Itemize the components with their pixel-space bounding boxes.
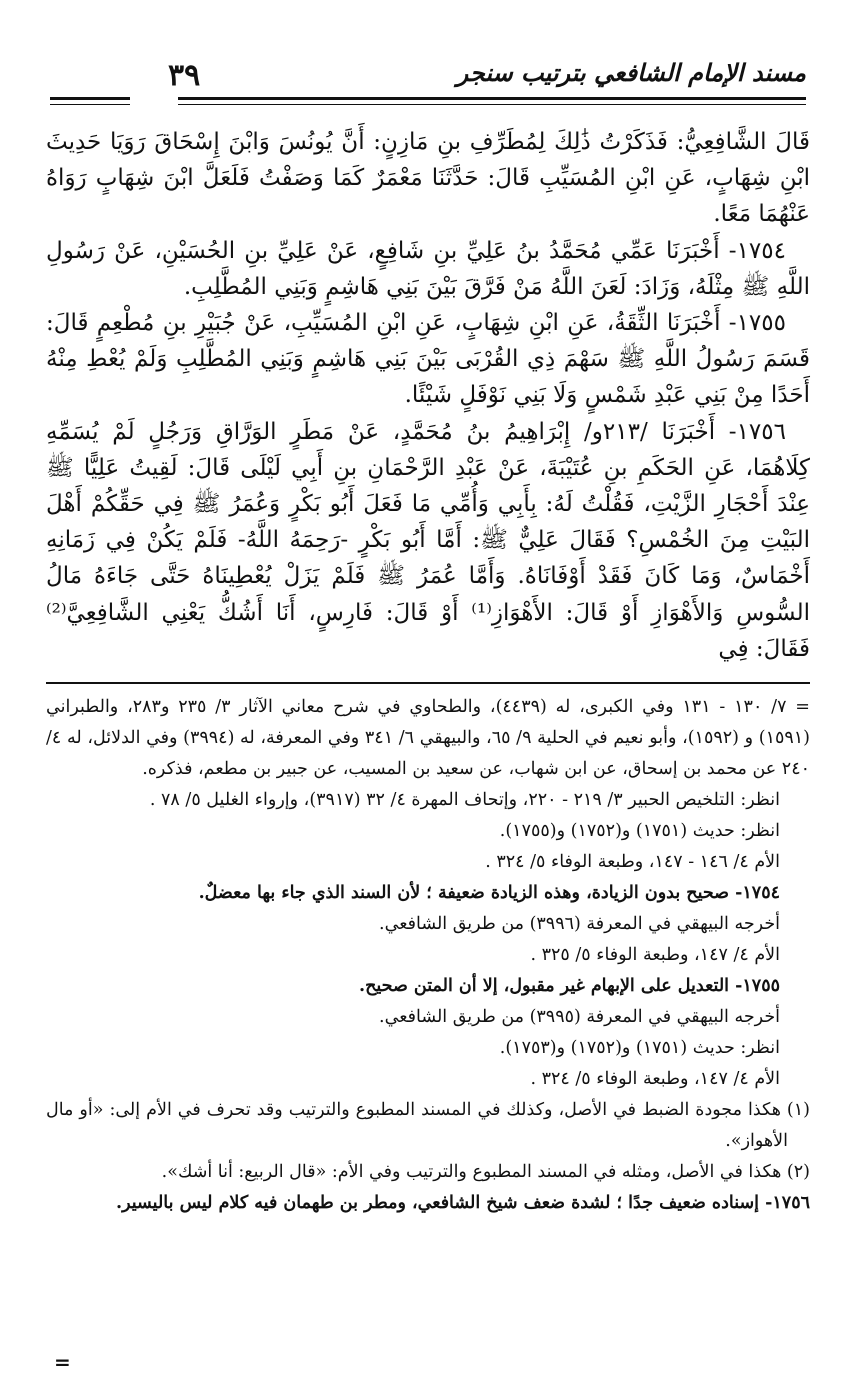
footnote-separator — [46, 682, 810, 684]
note-sources-continued: = ٧/ ١٣٠ - ١٣١ وفي الكبرى، له (٤٤٣٩)، والطحاوي في شرح معاني الآثار ٣/ ٢٣٥ و٢٨٣، والطبراني (١٥٩١) و (١٥٩٢)، وأبو نعيم في الحلية ٩/ ٦٥، والبيهقي ٦/ ٣٤١ وفي المعرفة، له (٣٩٩٤) وفي الدلائل، له ٤/ ٢٤٠ عن محمد بن إسحاق، عن ابن شهاب، عن سعيد بن المسيب، عن جبير بن مطعم، فذكره. — [46, 697, 810, 779]
continuation-mark: = — [54, 1350, 71, 1374]
note-see-2: انظر: حديث (١٧٥١) و(١٧٥٢) و(١٧٥٥). — [499, 821, 780, 841]
note-1754-grade: ١٧٥٤- صحيح بدون الزيادة، وهذه الزيادة ضعيفة ؛ لأن السند الذي جاء بها معضلٌ. — [198, 883, 780, 903]
book-title: مسند الإمام الشافعي بترتيب سنجر — [456, 58, 806, 87]
page-header — [50, 58, 806, 108]
note-1754-umm: الأم ٤/ ١٤٧، وطبعة الوفاء ٥/ ٣٢٥ . — [530, 945, 780, 965]
note-1755-umm: الأم ٤/ ١٤٧، وطبعة الوفاء ٥/ ٣٢٤ . — [530, 1069, 780, 1089]
note-1756-grade: ١٧٥٦- إسناده ضعيف جدًا ؛ لشدة ضعف شيخ الشافعي، ومطر بن طهمان فيه كلام ليس باليسير. — [116, 1193, 810, 1213]
note-see-1: انظر: التلخيص الحبير ٣/ ٢١٩ - ٢٢٠، وإتحاف المهرة ٤/ ٣٢ (٣٩١٧)، وإرواء الغليل ٥/ ٧٨ . — [149, 790, 780, 810]
hadith-1754: ١٧٥٤- أَخْبَرَنَا عَمِّي مُحَمَّدُ بنُ عَلِيِّ بنِ شَافِعٍ، عَنْ عَلِيِّ بنِ الحُسَيْنِ، عَنْ رَسُولِ اللَّهِ ﷺ مِثْلَهُ، وَزَادَ: لَعَنَ اللَّهُ مَنْ فَرَّقَ بَيْنَ بَنِي هَاشِمٍ وَبَنِي المُطَّلِبِ. — [46, 237, 810, 300]
note-1755-source: أخرجه البيهقي في المعرفة (٣٩٩٥) من طريق الشافعي. — [379, 1007, 780, 1027]
paragraph-continuation: قَالَ الشَّافِعِيُّ: فَذَكَرْتُ ذَٰلِكَ لِمُطَرِّفِ بنِ مَازِنٍ: أَنَّ يُونُسَ وَابْنَ إِسْحَاقَ رَوَيَا حَدِيثَ ابْنِ شِهَابٍ، عَنِ ابْنِ المُسَيِّبِ قَالَ: حَدَّثَنَا مَعْمَرٌ كَمَا وَصَفْتُ فَلَعَلَّ ابْنَ شِهَابٍ رَوَاهُ عَنْهُمَا مَعًا. — [46, 129, 810, 228]
note-1755-see: انظر: حديث (١٧٥١) و(١٧٥٢) و(١٧٥٣). — [499, 1038, 780, 1058]
header-rule-long — [178, 97, 806, 105]
footnotes — [46, 692, 810, 1219]
hadith-1755: ١٧٥٥- أَخْبَرَنَا الثِّقَةُ، عَنِ ابْنِ شِهَابٍ، عَنِ ابْنِ المُسَيِّبِ، عَنْ جُبَيْرِ بنِ مُطْعِمٍ قَالَ: قَسَمَ رَسُولُ اللَّهِ ﷺ سَهْمَ ذِي القُرْبَى بَيْنَ بَنِي هَاشِمٍ وَبَنِي المُطَّلِبِ وَلَمْ يُعْطِ مِنْهُ أَحَدًا مِنْ بَنِي عَبْدِ شَمْسٍ وَلَا بَنِي نَوْفَلٍ شَيْئًا. — [46, 310, 810, 409]
hadith-1756: ١٧٥٦- أَخْبَرَنَا /٢١٣و/ إِبْرَاهِيمُ بنُ مُحَمَّدٍ، عَنْ مَطَرٍ الوَرَّاقِ وَرَجُلٍ لَمْ يُسَمِّهِ كِلَاهُمَا، عَنِ الحَكَمِ بنِ عُتَيْبَةَ، عَنْ عَبْدِ الرَّحْمَانِ بنِ أَبِي لَيْلَى قَالَ: لَقِيتُ عَلِيًّا ﷺ عِنْدَ أَحْجَارِ الزَّيْتِ، فَقُلْتُ لَهُ: بِأَبِي وَأُمِّي مَا فَعَلَ أَبُو بَكْرٍ وَعُمَرُ ﷺ فِي حَقِّكُمْ أَهْلَ البَيْتِ مِنَ الخُمْسِ؟ فَقَالَ عَلِيٌّ ﷺ: أَمَّا أَبُو بَكْرٍ -رَحِمَهُ اللَّهُ- فَلَمْ يَكُنْ فِي زَمَانِهِ أَخْمَاسٌ، وَمَا كَانَ فَقَدْ أَوْفَانَاهُ. وَأَمَّا عُمَرُ ﷺ فَلَمْ يَزَلْ يُعْطِينَاهُ حَتَّى جَاءَهُ مَالُ السُّوسِ وَالأَهْوَازِ أَوْ قَالَ: الأَهْوَازِ⁽¹⁾ أَوْ قَالَ: فَارِسٍ، أَنَا أَشُكُّ يَعْنِي الشَّافِعِيَّ⁽²⁾ فَقَالَ: فِي — [46, 418, 810, 662]
main-text — [46, 124, 810, 667]
header-rule-short — [50, 97, 130, 105]
footnote-2: (٢) هكذا في الأصل، ومثله في المسند المطبوع والترتيب وفي الأم: «قال الربيع: أنا أشك». — [161, 1162, 810, 1182]
note-1755-grade: ١٧٥٥- التعديل على الإبهام غير مقبول، إلا أن المتن صحيح. — [359, 976, 780, 996]
page-number: ٣٩ — [168, 58, 201, 93]
note-1754-source: أخرجه البيهقي في المعرفة (٣٩٩٦) من طريق الشافعي. — [379, 914, 780, 934]
footnote-1: (١) هكذا مجودة الضبط في الأصل، وكذلك في المسند المطبوع والترتيب وقد تحرف في الأم إلى: «أو مال الأهواز». — [46, 1100, 810, 1151]
note-umm-1: الأم ٤/ ١٤٦ - ١٤٧، وطبعة الوفاء ٥/ ٣٢٤ . — [485, 852, 780, 872]
